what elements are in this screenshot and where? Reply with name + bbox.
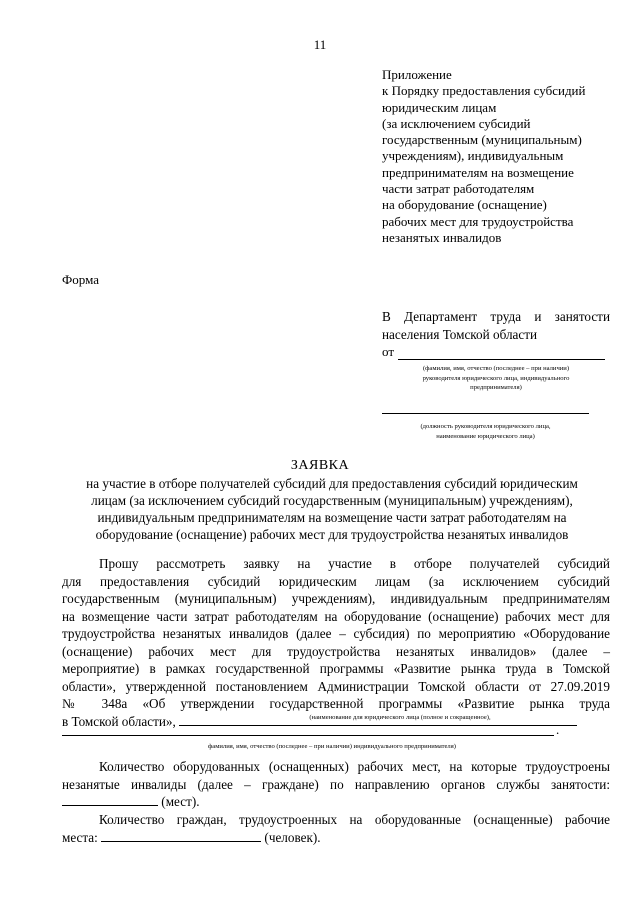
appendix-line: государственным (муниципальным) bbox=[382, 132, 582, 148]
paragraph-last-line bbox=[62, 793, 610, 811]
paragraph-last-line bbox=[62, 829, 610, 847]
workplaces-unit: (мест). bbox=[161, 794, 200, 809]
workplaces-paragraph bbox=[62, 758, 610, 811]
paragraph-line: Прошу рассмотреть заявку на участие в отборе получателей субсидий bbox=[99, 556, 610, 571]
entrepreneur-name-caption: фамилия, имя, отчество (последнее – при наличии) индивидуального предпринимателя) bbox=[208, 743, 456, 750]
appendix-line: предпринимателям на возмещение bbox=[382, 164, 574, 180]
addressee-block bbox=[382, 308, 610, 344]
appendix-line: части затрат работодателям bbox=[382, 181, 535, 197]
paragraph-line: трудоустройства незанятых инвалидов (далее – субсидия) по мероприятию «Оборудование bbox=[62, 626, 610, 641]
paragraph-line: государственным (муниципальным) учреждениям), индивидуальным предпринимателям bbox=[62, 591, 610, 606]
paragraph-line: № 348а «Об утверждении государственной программы «Развитие рынка труда bbox=[62, 696, 610, 711]
paragraph-line: Количество граждан, трудоустроенных на оборудованные (оснащенные) рабочие bbox=[99, 812, 610, 827]
position-field[interactable] bbox=[382, 413, 589, 414]
workplaces-count-field[interactable] bbox=[62, 793, 158, 806]
applicant-name-field[interactable] bbox=[398, 346, 605, 360]
line-end-dot: . bbox=[556, 722, 560, 737]
appendix-line: Приложение bbox=[382, 67, 452, 82]
entrepreneur-name-field[interactable] bbox=[62, 735, 554, 736]
caption-line: (должность руководителя юридического лица, bbox=[420, 423, 551, 430]
subtitle-line: оборудование (оснащение) рабочих мест для трудоустройства незанятых инвалидов bbox=[95, 527, 569, 542]
caption-line: (фамилия, имя, отчество (последнее – при наличии) bbox=[422, 365, 570, 372]
subtitle-line: на участие в отборе получателей субсидий для предоставления субсидий юридическим bbox=[86, 476, 578, 491]
paragraph-line: (оснащение) рабочих мест для трудоустройства незанятых инвалидов» (далее – bbox=[62, 643, 610, 659]
appendix-block bbox=[382, 67, 632, 246]
applicant-name-caption bbox=[382, 364, 610, 393]
from-row bbox=[382, 344, 605, 360]
appendix-line: к Порядку предоставления субсидий bbox=[382, 83, 586, 99]
citizens-count-field[interactable] bbox=[101, 829, 261, 842]
page-number: 11 bbox=[313, 37, 327, 52]
paragraph-line: места: bbox=[62, 829, 98, 845]
appendix-line: юридическим лицам bbox=[382, 99, 497, 115]
subtitle-line: лицам (за исключением субсидий государственным (муниципальным) учреждениям), bbox=[91, 493, 573, 508]
paragraph-line: на возмещение части затрат работодателям на оборудование (оснащение) рабочих мест для bbox=[62, 608, 610, 624]
addressee-line: В Департамент труда и занятости bbox=[382, 309, 610, 324]
appendix-line: на оборудование (оснащение) bbox=[382, 197, 547, 213]
appendix-line: рабочих мест для трудоустройства bbox=[382, 213, 574, 229]
appendix-line: учреждениям), индивидуальным bbox=[382, 148, 564, 164]
addressee-line: населения Томской области bbox=[382, 327, 538, 342]
appendix-line: (за исключением субсидий bbox=[382, 115, 531, 131]
request-paragraph bbox=[62, 555, 610, 730]
citizens-unit: (человек). bbox=[264, 829, 321, 845]
form-label: Форма bbox=[62, 272, 99, 287]
paragraph-line: для предоставления субсидий юридическим лицам (за исключением субсидий bbox=[62, 573, 610, 589]
from-label: от bbox=[382, 344, 395, 359]
document-subtitle bbox=[62, 475, 602, 543]
caption-line: наименование юридического лица) bbox=[436, 432, 535, 440]
paragraph-line: области», утвержденной постановлением Администрации Томской области от 27.09.2019 bbox=[62, 678, 610, 694]
position-caption bbox=[382, 422, 589, 441]
paragraph-line: в Томской области», bbox=[62, 713, 176, 729]
caption-line: предпринимателя) bbox=[470, 384, 522, 391]
appendix-line: незанятых инвалидов bbox=[382, 229, 502, 245]
document-title: ЗАЯВКА bbox=[290, 458, 350, 473]
paragraph-line: Количество оборудованных (оснащенных) рабочих мест, на которые трудоустроены bbox=[99, 759, 610, 774]
caption-line: руководителя юридического лица, индивидуального bbox=[422, 374, 570, 382]
paragraph-line: незанятые инвалиды (далее – граждане) по направлению органов службы занятости: bbox=[62, 776, 610, 792]
paragraph-line: мероприятие) в рамках государственной программы «Развитие рынка труда в Томской bbox=[62, 661, 610, 676]
citizens-paragraph bbox=[62, 811, 610, 846]
subtitle-line: индивидуальным предпринимателям на возмещение части затрат работодателям на bbox=[97, 510, 567, 525]
organization-name-caption: (наименование для юридического лица (полное и сокращенное), bbox=[309, 714, 491, 721]
